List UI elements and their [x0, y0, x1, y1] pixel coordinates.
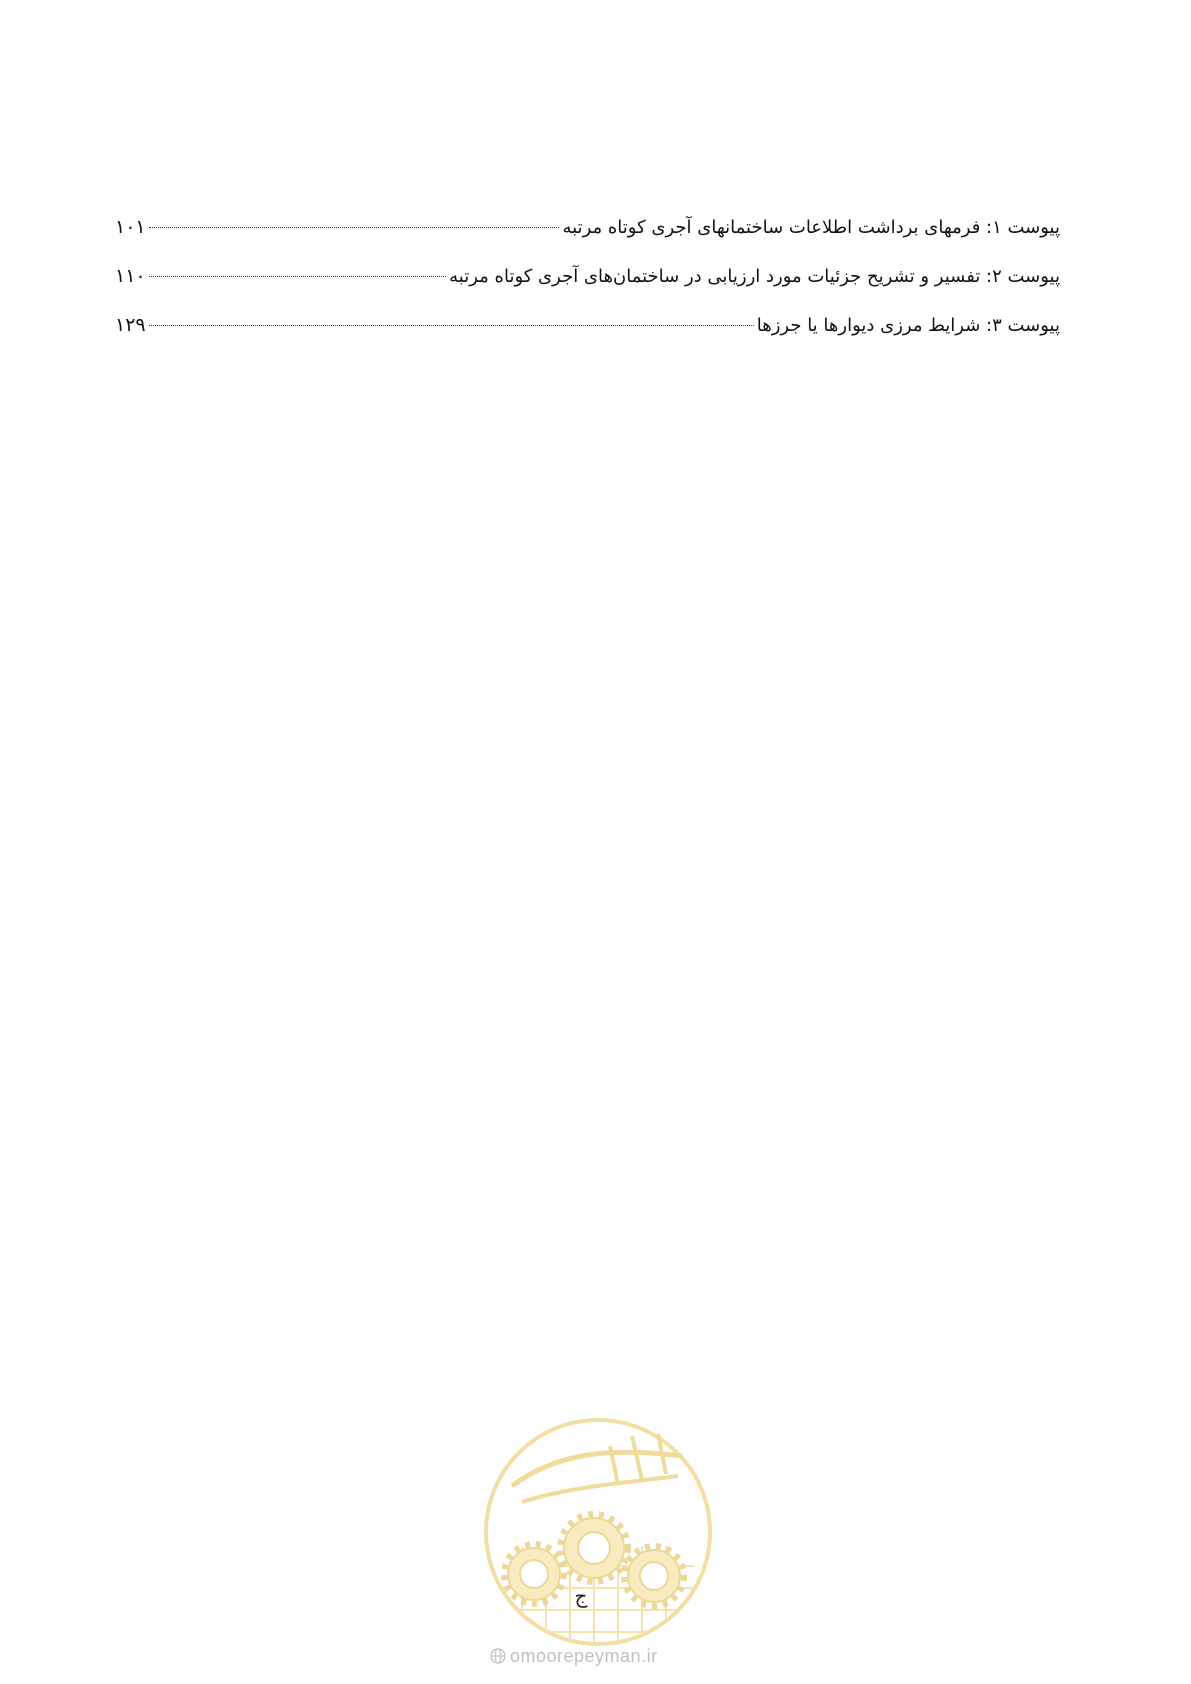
toc-entry-title: پیوست ۲: تفسیر و تشریح جزئیات مورد ارزیابی در ساختمان‌های آجری کوتاه مرتبه	[449, 266, 1060, 287]
page-number: ج	[574, 1584, 588, 1608]
watermark-site	[490, 1644, 710, 1668]
toc-entry[interactable]	[115, 312, 1060, 361]
watermark-logo	[482, 1416, 714, 1648]
toc-entry-title: پیوست ۱: فرمهای برداشت اطلاعات ساختمانهای آجری کوتاه مرتبه	[562, 217, 1060, 238]
toc-entry-title: پیوست ۳: شرایط مرزی دیوارها یا جرزها	[756, 315, 1060, 336]
toc-dot-leader	[149, 276, 447, 277]
toc-entry-page: ۱۰۱	[115, 216, 146, 238]
watermark-site-text: omoorepeyman.ir	[510, 1645, 658, 1666]
toc-dot-leader	[149, 227, 560, 228]
toc-entry[interactable]	[115, 214, 1060, 263]
toc-dot-leader	[149, 325, 754, 326]
toc-entry-page: ۱۲۹	[115, 314, 146, 336]
globe-icon	[490, 1648, 506, 1664]
toc-entry[interactable]	[115, 263, 1060, 312]
toc-entry-page: ۱۱۰	[115, 265, 146, 287]
table-of-contents	[115, 214, 1060, 361]
